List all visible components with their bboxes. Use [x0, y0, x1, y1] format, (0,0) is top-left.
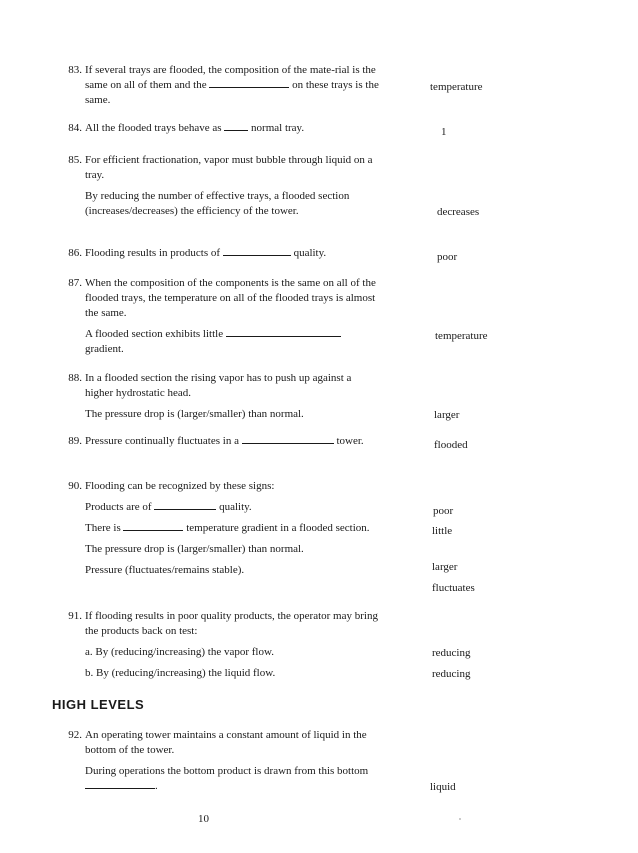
question-84 [60, 121, 380, 136]
question-text: When the composition of the components is the same on all of the flooded trays, the temperature on all of the flooded trays is almost the same. [85, 277, 376, 319]
question-text: normal tray. [251, 122, 305, 134]
answer-blank [123, 521, 183, 531]
question-text: Products are of [85, 501, 152, 513]
question-number: 85. [68, 154, 82, 166]
question-text: a. By (reducing/increasing) the vapor flow. [85, 646, 274, 658]
answer-88: larger [434, 409, 460, 421]
question-number: 89. [68, 435, 82, 447]
question-text: Pressure (fluctuates/remains stable). [85, 564, 245, 576]
answer-91b: reducing [432, 668, 471, 680]
scan-speck [459, 818, 461, 820]
question-text: gradient. [85, 343, 124, 355]
question-text: Pressure continually fluctuates in a [85, 435, 239, 447]
question-text: quality. [219, 501, 252, 513]
answer-blank [242, 434, 334, 444]
answer-90-gradient: little [432, 525, 453, 537]
question-text: An operating tower maintains a constant amount of liquid in the bottom of the tower. [85, 729, 367, 756]
question-88 [60, 371, 380, 422]
answer-blank [226, 327, 341, 337]
question-87 [60, 276, 380, 357]
question-85 [60, 153, 380, 219]
question-text: During operations the bottom product is drawn from this bottom [85, 765, 369, 777]
question-number: 84. [68, 122, 82, 134]
answer-blank [224, 121, 248, 131]
answer-90-pressure-drop: larger [432, 561, 458, 573]
question-text: There is [85, 522, 121, 534]
question-text: If flooding results in poor quality products, the operator may bring the products back on test: [85, 610, 378, 637]
question-number: 86. [68, 247, 82, 259]
question-text: temperature gradient in a flooded section. [186, 522, 370, 534]
question-90 [60, 479, 380, 578]
answer-92: liquid [430, 781, 456, 793]
question-text: The pressure drop is (larger/smaller) than normal. [85, 543, 304, 555]
answer-83: temperature [430, 81, 483, 93]
question-text: tower. [336, 435, 364, 447]
question-text: In a flooded section the rising vapor has to push up against a higher hydrostatic head. [85, 372, 352, 399]
page-number: 10 [198, 813, 209, 825]
question-number: 91. [68, 610, 82, 622]
answer-blank [154, 500, 216, 510]
question-text: The pressure drop is (larger/smaller) than normal. [85, 408, 304, 420]
answer-90-pressure: fluctuates [432, 582, 475, 594]
question-83 [60, 63, 380, 108]
question-number: 87. [68, 277, 82, 289]
answer-blank [223, 246, 291, 256]
section-heading: HIGH LEVELS [52, 697, 145, 712]
answer-84: 1 [441, 126, 447, 138]
question-number: 90. [68, 480, 82, 492]
answer-86: poor [437, 251, 458, 263]
question-text: By reducing the number of effective trays, a flooded section (increases/decreases) the efficiency of the tower. [85, 190, 350, 217]
question-text: on these trays is the same. [85, 79, 379, 106]
answer-blank [85, 779, 155, 789]
question-89 [60, 434, 380, 449]
question-91 [60, 609, 380, 681]
question-86 [60, 246, 380, 261]
question-92 [60, 728, 380, 794]
question-number: 83. [68, 64, 82, 76]
question-text: Flooding results in products of [85, 247, 221, 259]
answer-90-products: poor [433, 505, 454, 517]
question-text: If several trays are flooded, the composition of the mate-rial is the same on all of them and the [85, 64, 376, 91]
question-text: b. By (reducing/increasing) the liquid flow. [85, 667, 276, 679]
answer-89: flooded [434, 439, 468, 451]
answer-blank [209, 78, 289, 88]
question-text: . [155, 780, 158, 792]
answer-91a: reducing [432, 647, 471, 659]
question-number: 88. [68, 372, 82, 384]
answer-87: temperature [435, 330, 488, 342]
question-text: For efficient fractionation, vapor must bubble through liquid on a tray. [85, 154, 373, 181]
question-text: All the flooded trays behave as [85, 122, 222, 134]
question-text: Flooding can be recognized by these signs: [85, 480, 275, 492]
question-text: A flooded section exhibits little [85, 328, 224, 340]
answer-85: decreases [437, 206, 480, 218]
question-text: quality. [293, 247, 327, 259]
question-number: 92. [68, 729, 82, 741]
